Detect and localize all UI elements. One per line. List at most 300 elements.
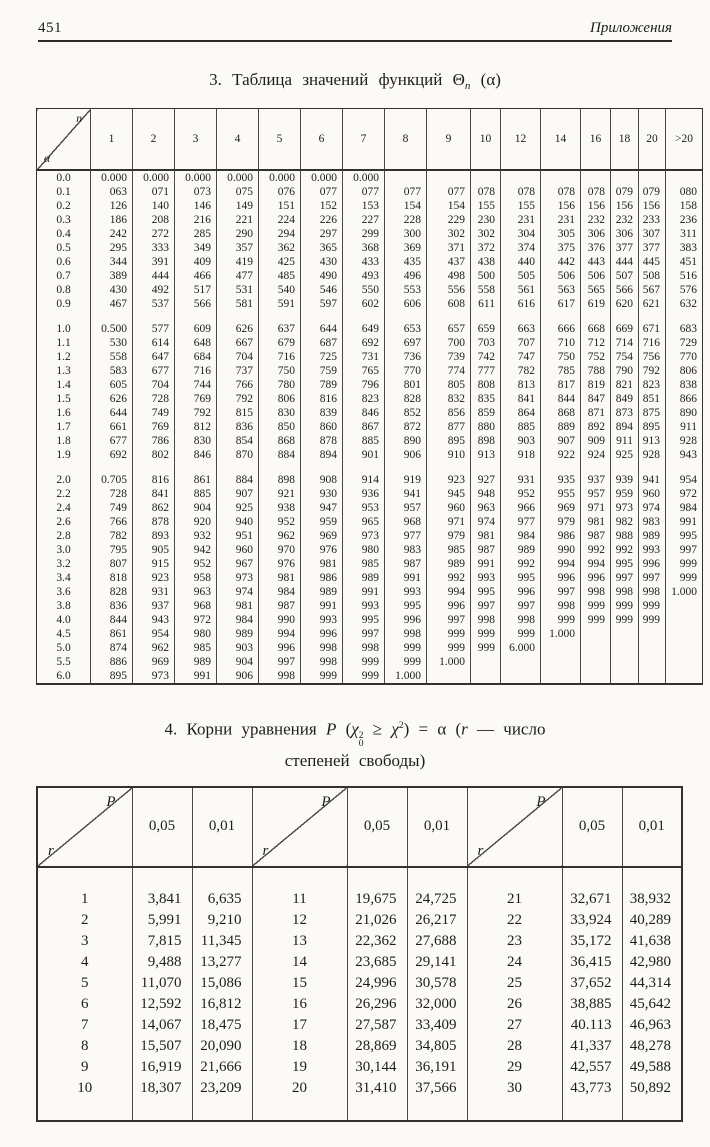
theta-value-cell: 998 bbox=[259, 669, 301, 684]
r-value-cell: 11 bbox=[252, 889, 347, 910]
theta-value-cell: 995 bbox=[666, 529, 703, 543]
theta-value-cell: 371 bbox=[427, 241, 471, 255]
table3-row bbox=[37, 557, 703, 571]
theta-value-cell: 830 bbox=[175, 434, 217, 448]
theta-value-cell: 602 bbox=[343, 297, 385, 311]
spacer-cell bbox=[217, 462, 259, 473]
theta-value-cell: 152 bbox=[301, 199, 343, 213]
theta-value-cell: 925 bbox=[217, 501, 259, 515]
theta-value-cell: 712 bbox=[581, 336, 611, 350]
theta-value-cell bbox=[666, 655, 703, 669]
spacer-cell bbox=[175, 311, 217, 322]
chi2-005-cell: 15,507 bbox=[132, 1036, 192, 1057]
theta-value-cell: 438 bbox=[471, 255, 501, 269]
theta-value-cell: 957 bbox=[581, 487, 611, 501]
theta-value-cell: 637 bbox=[259, 322, 301, 336]
theta-value-cell: 795 bbox=[91, 543, 133, 557]
theta-value-cell: 893 bbox=[133, 529, 175, 543]
alpha-cell: 0.5 bbox=[56, 242, 71, 254]
theta-value-cell: 920 bbox=[175, 515, 217, 529]
theta-value-cell: 981 bbox=[217, 599, 259, 613]
theta-value-cell: 981 bbox=[581, 515, 611, 529]
theta-value-cell: 962 bbox=[259, 529, 301, 543]
theta-value-cell: 759 bbox=[301, 364, 343, 378]
theta-value-cell: 981 bbox=[259, 571, 301, 585]
theta-value-cell: 668 bbox=[581, 322, 611, 336]
theta-value-cell: 079 bbox=[639, 185, 666, 199]
theta-value-cell: 995 bbox=[343, 613, 385, 627]
theta-value-cell: 954 bbox=[133, 627, 175, 641]
theta-value-cell: 806 bbox=[666, 364, 703, 378]
theta-value-cell: 910 bbox=[427, 448, 471, 462]
table3-row bbox=[37, 543, 703, 557]
theta-value-cell: 812 bbox=[175, 420, 217, 434]
theta-value-cell: 216 bbox=[175, 213, 217, 227]
theta-value-cell: 425 bbox=[259, 255, 301, 269]
spacer-cell bbox=[581, 462, 611, 473]
table3-column-header: 12 bbox=[501, 109, 541, 171]
theta-value-cell: 997 bbox=[259, 655, 301, 669]
symbol-r: r bbox=[461, 719, 468, 739]
alpha-cell: 2.4 bbox=[56, 502, 71, 514]
theta-value-cell: 490 bbox=[301, 269, 343, 283]
theta-value-cell: 156 bbox=[541, 199, 581, 213]
theta-value-cell: 0.705 bbox=[91, 473, 133, 487]
alpha-cell: 1.2 bbox=[56, 351, 71, 363]
alpha-cell: 2.8 bbox=[56, 530, 71, 542]
theta-value-cell: 907 bbox=[541, 434, 581, 448]
theta-value-cell bbox=[541, 669, 581, 684]
theta-value-cell: 959 bbox=[301, 515, 343, 529]
spacer-cell bbox=[611, 311, 639, 322]
theta-value-cell: 989 bbox=[501, 543, 541, 557]
theta-value-cell: 710 bbox=[541, 336, 581, 350]
theta-value-cell: 977 bbox=[501, 515, 541, 529]
spacer-cell bbox=[639, 311, 666, 322]
r-value-cell: 17 bbox=[252, 1015, 347, 1036]
theta-value-cell: 813 bbox=[501, 378, 541, 392]
theta-value-cell: 765 bbox=[343, 364, 385, 378]
theta-value-cell: 692 bbox=[91, 448, 133, 462]
theta-value-cell: 993 bbox=[639, 543, 666, 557]
theta-value-cell: 498 bbox=[427, 269, 471, 283]
chi2-001-cell: 18,475 bbox=[192, 1015, 252, 1036]
theta-value-cell: 996 bbox=[259, 641, 301, 655]
theta-value-cell: 986 bbox=[301, 571, 343, 585]
chi2-005-cell: 36,415 bbox=[562, 952, 622, 973]
theta-value-cell: 808 bbox=[471, 378, 501, 392]
theta-value-cell: 506 bbox=[541, 269, 581, 283]
theta-value-cell: 785 bbox=[541, 364, 581, 378]
theta-value-cell: 994 bbox=[427, 585, 471, 599]
table4-title-tail: — число bbox=[477, 719, 546, 739]
theta-value-cell: 156 bbox=[611, 199, 639, 213]
chi2-001-cell: 34,805 bbox=[407, 1036, 467, 1057]
theta-value-cell: 828 bbox=[91, 585, 133, 599]
theta-value-cell: 272 bbox=[133, 227, 175, 241]
theta-value-cell: 941 bbox=[385, 487, 427, 501]
spacer-cell bbox=[132, 867, 192, 889]
theta-value-cell: 836 bbox=[91, 599, 133, 613]
theta-value-cell: 925 bbox=[611, 448, 639, 462]
chi2-001-cell: 33,409 bbox=[407, 1015, 467, 1036]
theta-value-cell bbox=[639, 641, 666, 655]
corner-alpha-label: α bbox=[44, 153, 51, 165]
theta-value-cell: 731 bbox=[343, 350, 385, 364]
theta-value-cell: 836 bbox=[217, 420, 259, 434]
theta-value-cell: 835 bbox=[471, 392, 501, 406]
theta-value-cell: 999 bbox=[343, 669, 385, 684]
alpha-cell: 0.1 bbox=[56, 186, 71, 198]
spacer-cell bbox=[385, 311, 427, 322]
theta-value-cell: 969 bbox=[541, 501, 581, 515]
r-value-cell: 12 bbox=[252, 910, 347, 931]
chi2-005-cell: 12,592 bbox=[132, 994, 192, 1015]
theta-value-cell: 923 bbox=[427, 473, 471, 487]
theta-value-cell bbox=[581, 170, 611, 185]
theta-value-cell: 496 bbox=[385, 269, 427, 283]
theta-value-cell: 644 bbox=[301, 322, 343, 336]
theta-value-cell: 671 bbox=[639, 322, 666, 336]
theta-value-cell: 913 bbox=[471, 448, 501, 462]
chi2-005-cell: 11,070 bbox=[132, 973, 192, 994]
theta-value-cell: 939 bbox=[611, 473, 639, 487]
theta-value-cell: 985 bbox=[175, 641, 217, 655]
theta-value-cell: 957 bbox=[385, 501, 427, 515]
theta-value-cell: 997 bbox=[501, 599, 541, 613]
theta-value-cell: 657 bbox=[427, 322, 471, 336]
theta-value-cell: 873 bbox=[611, 406, 639, 420]
spacer-cell bbox=[133, 462, 175, 473]
theta-value-cell: 884 bbox=[217, 473, 259, 487]
spacer-cell bbox=[541, 311, 581, 322]
theta-value-cell: 988 bbox=[611, 529, 639, 543]
r-value-cell: 22 bbox=[467, 910, 562, 931]
theta-value-cell: 365 bbox=[301, 241, 343, 255]
theta-value-cell: 989 bbox=[217, 627, 259, 641]
theta-value-cell bbox=[639, 669, 666, 684]
theta-value-cell: 864 bbox=[501, 406, 541, 420]
r-value-cell: 3 bbox=[81, 932, 89, 949]
theta-value-cell: 903 bbox=[217, 641, 259, 655]
r-value-cell: 6 bbox=[81, 995, 89, 1012]
theta-value-cell: 430 bbox=[91, 283, 133, 297]
theta-value-cell: 700 bbox=[427, 336, 471, 350]
spacer-cell bbox=[471, 311, 501, 322]
theta-value-cell: 992 bbox=[427, 571, 471, 585]
theta-value-cell: 770 bbox=[385, 364, 427, 378]
theta-value-cell: 493 bbox=[343, 269, 385, 283]
theta-value-cell: 1.000 bbox=[666, 585, 703, 599]
chi2-superscript: 2 bbox=[398, 721, 404, 731]
theta-value-cell bbox=[427, 170, 471, 185]
theta-value-cell: 868 bbox=[259, 434, 301, 448]
theta-value-cell: 369 bbox=[385, 241, 427, 255]
chi2-005-cell: 37,652 bbox=[562, 973, 622, 994]
table4-corner-cell-2 bbox=[252, 787, 347, 867]
theta-value-cell: 307 bbox=[639, 227, 666, 241]
spacer-cell bbox=[501, 311, 541, 322]
table4-row bbox=[37, 931, 682, 952]
theta-value-cell: 890 bbox=[666, 406, 703, 420]
theta-value-cell: 895 bbox=[427, 434, 471, 448]
theta-value-cell: 556 bbox=[427, 283, 471, 297]
theta-value-cell: 609 bbox=[175, 322, 217, 336]
r-value-cell: 25 bbox=[467, 973, 562, 994]
r-value-cell: 7 bbox=[81, 1016, 89, 1033]
table3-title-arg: (α) bbox=[480, 70, 501, 89]
theta-value-cell: 377 bbox=[611, 241, 639, 255]
table3-column-header: 18 bbox=[611, 109, 639, 171]
table3-row bbox=[37, 170, 703, 185]
theta-value-cell: 997 bbox=[427, 613, 471, 627]
theta-value-cell: 295 bbox=[91, 241, 133, 255]
theta-value-cell: 991 bbox=[471, 557, 501, 571]
theta-value-cell: 626 bbox=[91, 392, 133, 406]
theta-value-cell: 913 bbox=[639, 434, 666, 448]
chi2-001-cell: 29,141 bbox=[407, 952, 467, 973]
theta-value-cell: 805 bbox=[427, 378, 471, 392]
table3-row bbox=[37, 655, 703, 669]
theta-value-cell: 996 bbox=[541, 571, 581, 585]
table3-column-header: 7 bbox=[343, 109, 385, 171]
theta-value-cell: 849 bbox=[611, 392, 639, 406]
theta-value-cell: 766 bbox=[217, 378, 259, 392]
theta-value-cell: 716 bbox=[639, 336, 666, 350]
theta-value-cell: 566 bbox=[611, 283, 639, 297]
theta-value-cell: 508 bbox=[639, 269, 666, 283]
r-value-cell: 14 bbox=[252, 952, 347, 973]
theta-value-cell bbox=[611, 641, 639, 655]
theta-value-cell: 998 bbox=[501, 613, 541, 627]
theta-value-cell: 995 bbox=[501, 571, 541, 585]
table3-row bbox=[37, 473, 703, 487]
theta-value-cell: 982 bbox=[611, 515, 639, 529]
spacer-cell bbox=[37, 867, 132, 889]
alpha-cell: 1.7 bbox=[56, 421, 71, 433]
theta-value-cell: 966 bbox=[501, 501, 541, 515]
table4-corner-cell-3 bbox=[467, 787, 562, 867]
chi2-001-cell: 40,289 bbox=[622, 910, 682, 931]
table3-row bbox=[37, 213, 703, 227]
chi2-001-cell: 37,566 bbox=[407, 1078, 467, 1099]
chi2-005-cell: 24,996 bbox=[347, 973, 407, 994]
paren-open: ( bbox=[345, 719, 352, 739]
theta-value-cell: 073 bbox=[175, 185, 217, 199]
theta-value-cell: 697 bbox=[385, 336, 427, 350]
table3-row bbox=[37, 406, 703, 420]
r-value-cell: 28 bbox=[467, 1036, 562, 1057]
table3-row bbox=[37, 297, 703, 311]
theta-value-cell: 847 bbox=[581, 392, 611, 406]
r-value-cell: 4 bbox=[81, 953, 89, 970]
theta-value-cell: 126 bbox=[91, 199, 133, 213]
theta-value-cell: 993 bbox=[385, 585, 427, 599]
spacer-cell bbox=[501, 462, 541, 473]
theta-value-cell: 885 bbox=[343, 434, 385, 448]
theta-value-cell: 614 bbox=[133, 336, 175, 350]
theta-value-cell: 333 bbox=[133, 241, 175, 255]
theta-value-cell: 974 bbox=[471, 515, 501, 529]
table3-row bbox=[37, 185, 703, 199]
theta-value-cell: 156 bbox=[639, 199, 666, 213]
theta-value-cell: 850 bbox=[259, 420, 301, 434]
theta-value-cell: 952 bbox=[501, 487, 541, 501]
theta-value-cell: 644 bbox=[91, 406, 133, 420]
table3-column-header: 5 bbox=[259, 109, 301, 171]
theta-value-cell: 747 bbox=[501, 350, 541, 364]
chi2-001-cell: 9,210 bbox=[192, 910, 252, 931]
theta-value-cell: 999 bbox=[501, 627, 541, 641]
theta-value-cell: 973 bbox=[133, 669, 175, 684]
theta-value-cell: 997 bbox=[666, 543, 703, 557]
theta-value-cell: 807 bbox=[91, 557, 133, 571]
r-value-cell: 27 bbox=[467, 1015, 562, 1036]
spacer-cell bbox=[385, 462, 427, 473]
theta-value-cell: 952 bbox=[175, 557, 217, 571]
alpha-cell: 0.0 bbox=[56, 172, 71, 184]
theta-value-cell: 0.000 bbox=[133, 170, 175, 185]
alpha-cell: 3.8 bbox=[56, 600, 71, 612]
theta-value-cell: 955 bbox=[541, 487, 581, 501]
equals-alpha: ) = α ( bbox=[403, 719, 462, 739]
chi2-005-cell: 27,587 bbox=[347, 1015, 407, 1036]
theta-value-cell: 591 bbox=[259, 297, 301, 311]
theta-value-cell: 844 bbox=[91, 613, 133, 627]
theta-value-cell: 792 bbox=[639, 364, 666, 378]
chi2-001-cell: 42,980 bbox=[622, 952, 682, 973]
theta-value-cell: 997 bbox=[471, 599, 501, 613]
theta-value-cell: 357 bbox=[217, 241, 259, 255]
theta-value-cell: 154 bbox=[385, 199, 427, 213]
theta-value-cell: 451 bbox=[666, 255, 703, 269]
chi2-symbol: χ bbox=[391, 719, 399, 739]
theta-value-cell: 149 bbox=[217, 199, 259, 213]
theta-value-cell: 901 bbox=[343, 448, 385, 462]
table4-corner-cell-1 bbox=[37, 787, 132, 867]
theta-value-cell: 577 bbox=[133, 322, 175, 336]
r-value-cell: 16 bbox=[252, 994, 347, 1015]
theta-value-cell: 996 bbox=[639, 557, 666, 571]
theta-value-cell: 996 bbox=[427, 599, 471, 613]
theta-value-cell bbox=[581, 641, 611, 655]
theta-value-cell: 078 bbox=[541, 185, 581, 199]
theta-value-cell: 972 bbox=[666, 487, 703, 501]
theta-value-cell: 856 bbox=[427, 406, 471, 420]
alpha-cell: 0.2 bbox=[56, 200, 71, 212]
theta-value-cell: 372 bbox=[471, 241, 501, 255]
alpha-001-header: 0,01 bbox=[192, 787, 252, 867]
theta-value-cell: 995 bbox=[611, 557, 639, 571]
theta-value-cell: 229 bbox=[427, 213, 471, 227]
theta-value-cell bbox=[541, 641, 581, 655]
theta-value-cell: 995 bbox=[385, 599, 427, 613]
theta-value-cell: 870 bbox=[217, 448, 259, 462]
theta-value-cell: 859 bbox=[471, 406, 501, 420]
theta-value-cell: 898 bbox=[471, 434, 501, 448]
theta-value-cell: 816 bbox=[133, 473, 175, 487]
theta-value-cell: 076 bbox=[259, 185, 301, 199]
theta-value-cell: 904 bbox=[217, 655, 259, 669]
theta-value-cell: 583 bbox=[91, 364, 133, 378]
theta-value-cell: 669 bbox=[611, 322, 639, 336]
chi2-005-cell: 40.113 bbox=[562, 1015, 622, 1036]
theta-value-cell: 841 bbox=[133, 487, 175, 501]
theta-value-cell bbox=[471, 170, 501, 185]
table3-row bbox=[37, 227, 703, 241]
theta-value-cell: 285 bbox=[175, 227, 217, 241]
theta-value-cell: 999 bbox=[581, 599, 611, 613]
corner-r-label: r bbox=[262, 842, 269, 859]
theta-value-cell: 992 bbox=[501, 557, 541, 571]
theta-value-cell: 792 bbox=[175, 406, 217, 420]
theta-value-cell: 994 bbox=[581, 557, 611, 571]
alpha-cell: 1.1 bbox=[56, 337, 71, 349]
theta-subscript: n bbox=[464, 80, 471, 92]
table3-row bbox=[37, 487, 703, 501]
chi2-005-cell: 31,410 bbox=[347, 1078, 407, 1099]
theta-value-cell: 884 bbox=[259, 448, 301, 462]
theta-value-cell: 242 bbox=[91, 227, 133, 241]
chi2-005-cell: 42,557 bbox=[562, 1057, 622, 1078]
corner-n-label: n bbox=[76, 113, 82, 125]
theta-value-cell: 077 bbox=[385, 185, 427, 199]
theta-value-cell: 683 bbox=[666, 322, 703, 336]
theta-value-cell: 960 bbox=[217, 543, 259, 557]
theta-value-cell: 874 bbox=[91, 641, 133, 655]
chi2-005-cell: 22,362 bbox=[347, 931, 407, 952]
theta-value-cell: 749 bbox=[133, 406, 175, 420]
chi2-005-cell: 30,144 bbox=[347, 1057, 407, 1078]
theta-value-cell: 752 bbox=[581, 350, 611, 364]
theta-value-cell: 233 bbox=[639, 213, 666, 227]
chi2-001-cell: 15,086 bbox=[192, 973, 252, 994]
chi2-001-cell: 23,209 bbox=[192, 1078, 252, 1099]
table4-pad-row bbox=[37, 1099, 682, 1121]
running-header bbox=[38, 20, 672, 42]
theta-value-cell: 878 bbox=[133, 515, 175, 529]
theta-value-cell: 075 bbox=[217, 185, 259, 199]
theta-value-cell: 915 bbox=[133, 557, 175, 571]
theta-value-cell: 911 bbox=[666, 420, 703, 434]
theta-value-cell: 311 bbox=[666, 227, 703, 241]
theta-value-cell: 996 bbox=[385, 613, 427, 627]
theta-value-cell: 563 bbox=[541, 283, 581, 297]
theta-value-cell: 931 bbox=[133, 585, 175, 599]
chi2-005-cell: 41,337 bbox=[562, 1036, 622, 1057]
theta-value-cell: 750 bbox=[259, 364, 301, 378]
chi2-005-cell: 32,671 bbox=[562, 889, 622, 910]
table3-row bbox=[37, 613, 703, 627]
alpha-cell: 0.4 bbox=[56, 228, 71, 240]
theta-value-cell: 999 bbox=[385, 655, 427, 669]
table3-row bbox=[37, 434, 703, 448]
theta-value-cell: 971 bbox=[427, 515, 471, 529]
theta-value-cell: 969 bbox=[301, 529, 343, 543]
theta-value-cell: 977 bbox=[385, 529, 427, 543]
theta-value-cell: 153 bbox=[343, 199, 385, 213]
theta-value-cell: 077 bbox=[301, 185, 343, 199]
chi2-005-cell: 18,307 bbox=[132, 1078, 192, 1099]
spacer-cell bbox=[622, 867, 682, 889]
theta-value-cell: 987 bbox=[259, 599, 301, 613]
theta-value-cell: 999 bbox=[343, 655, 385, 669]
r-value-cell: 23 bbox=[467, 931, 562, 952]
spacer-cell bbox=[666, 311, 703, 322]
chi2-005-cell: 21,026 bbox=[347, 910, 407, 931]
theta-value-cell: 987 bbox=[385, 557, 427, 571]
theta-value-cell: 744 bbox=[175, 378, 217, 392]
